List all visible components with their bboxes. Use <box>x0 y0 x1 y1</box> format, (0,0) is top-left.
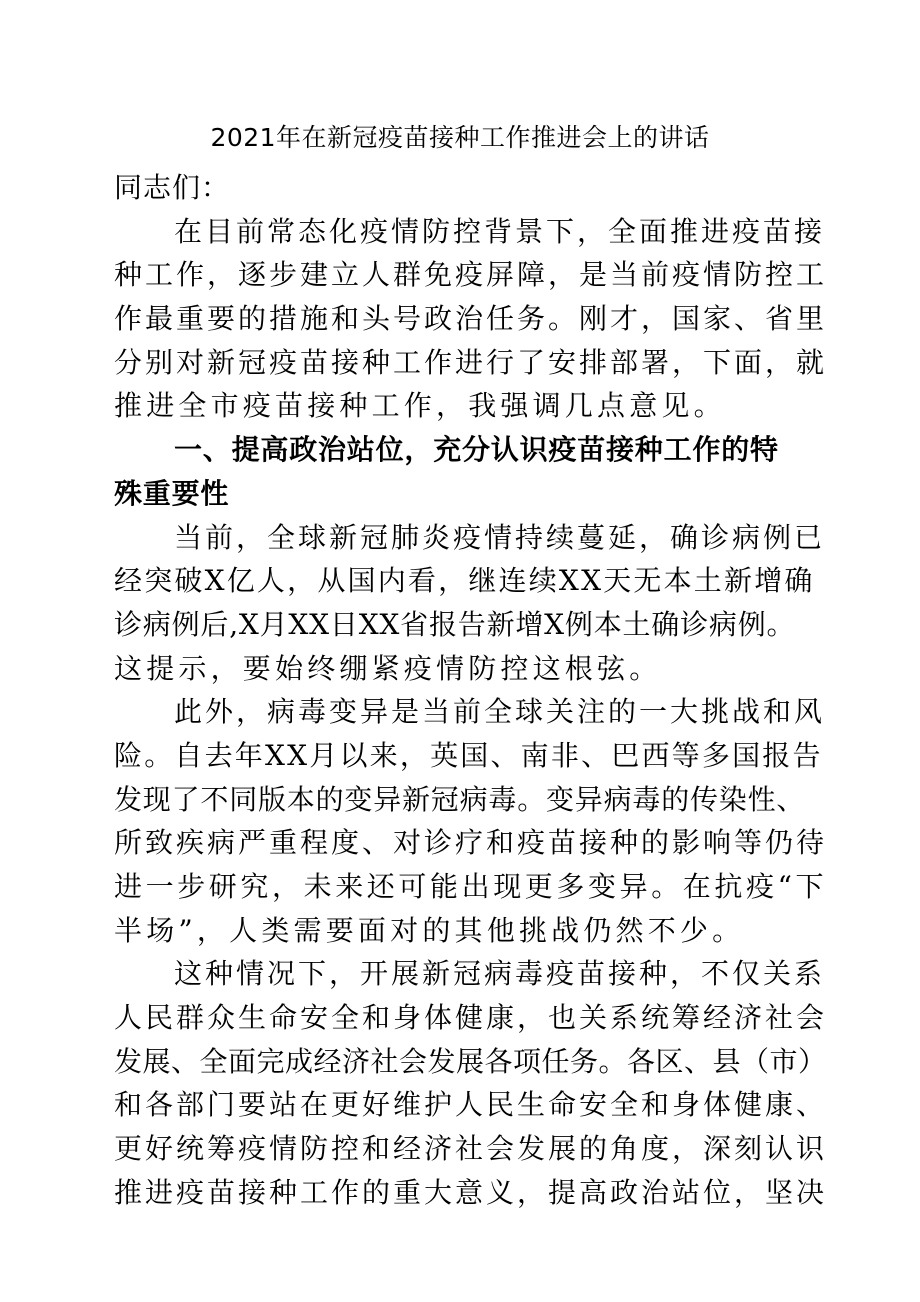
paragraph-2-line-1: 当前，全球新冠肺炎疫情持续蔓延，确诊病例已 <box>174 520 826 554</box>
paragraph-1-line-1: 在目前常态化疫情防控背景下，全面推进疫苗接 <box>174 214 826 248</box>
paragraph-1-line-2: 种工作，逐步建立人群免疫屏障，是当前疫情防控工 <box>114 258 828 292</box>
paragraph-2-line-4: 这提示，要始终绷紧疫情防控这根弦。 <box>114 651 662 685</box>
paragraph-3-line-1: 此外，病毒变异是当前全球关注的一大挑战和风 <box>174 695 826 729</box>
paragraph-3-line-5: 进一步研究，未来还可能出现更多变异。在抗疫“下 <box>114 870 828 903</box>
document-title: 2021年在新冠疫苗接种工作推进会上的讲话 <box>210 123 710 152</box>
paragraph-4-line-5: 更好统筹疫情防控和经济社会发展的角度，深刻认识 <box>114 1132 828 1166</box>
salutation: 同志们： <box>114 171 231 204</box>
paragraph-3-line-3: 发现了不同版本的变异新冠病毒。变异病毒的传染性、 <box>114 782 806 816</box>
paragraph-4-line-1: 这种情况下，开展新冠病毒疫苗接种，不仅关系 <box>174 957 826 991</box>
paragraph-4-line-4: 和各部门要站在更好维护人民生命安全和身体健康、 <box>114 1088 828 1122</box>
section-heading-line-1: 一、提高政治站位，充分认识疫苗接种工作的特 <box>174 433 779 467</box>
paragraph-3-line-6: 半场”，人类需要面对的其他挑战仍然不少。 <box>114 913 745 947</box>
paragraph-1-line-3: 作最重要的措施和头号政治任务。刚才，国家、省里 <box>114 302 828 336</box>
paragraph-1-line-4: 分别对新冠疫苗接种工作进行了安排部署，下面，就 <box>114 345 828 379</box>
paragraph-4-line-2: 人民群众生命安全和身体健康，也关系统筹经济社会 <box>114 1001 828 1035</box>
paragraph-4-line-6: 推进疫苗接种工作的重大意义，提高政治站位，坚决 <box>114 1175 828 1209</box>
paragraph-1-line-5: 推进全市疫苗接种工作，我强调几点意见。 <box>114 389 726 423</box>
paragraph-3-line-2: 险。自去年XX月以来，英国、南非、巴西等多国报告 <box>114 738 823 772</box>
paragraph-4-line-3: 发展、全面完成经济社会发展各项任务。各区、县（市） <box>114 1044 827 1078</box>
section-heading-line-2: 殊重要性 <box>114 476 230 510</box>
paragraph-3-line-4: 所致疾病严重程度、对诊疗和疫苗接种的影响等仍待 <box>114 826 828 860</box>
document-body <box>114 166 826 1215</box>
paragraph-2-line-2: 经突破X亿人，从国内看，继连续XX天无本土新增确 <box>114 564 815 598</box>
paragraph-2-line-3: 诊病例后,X月XX日XX省报告新增X例本土确诊病例。 <box>114 607 796 641</box>
